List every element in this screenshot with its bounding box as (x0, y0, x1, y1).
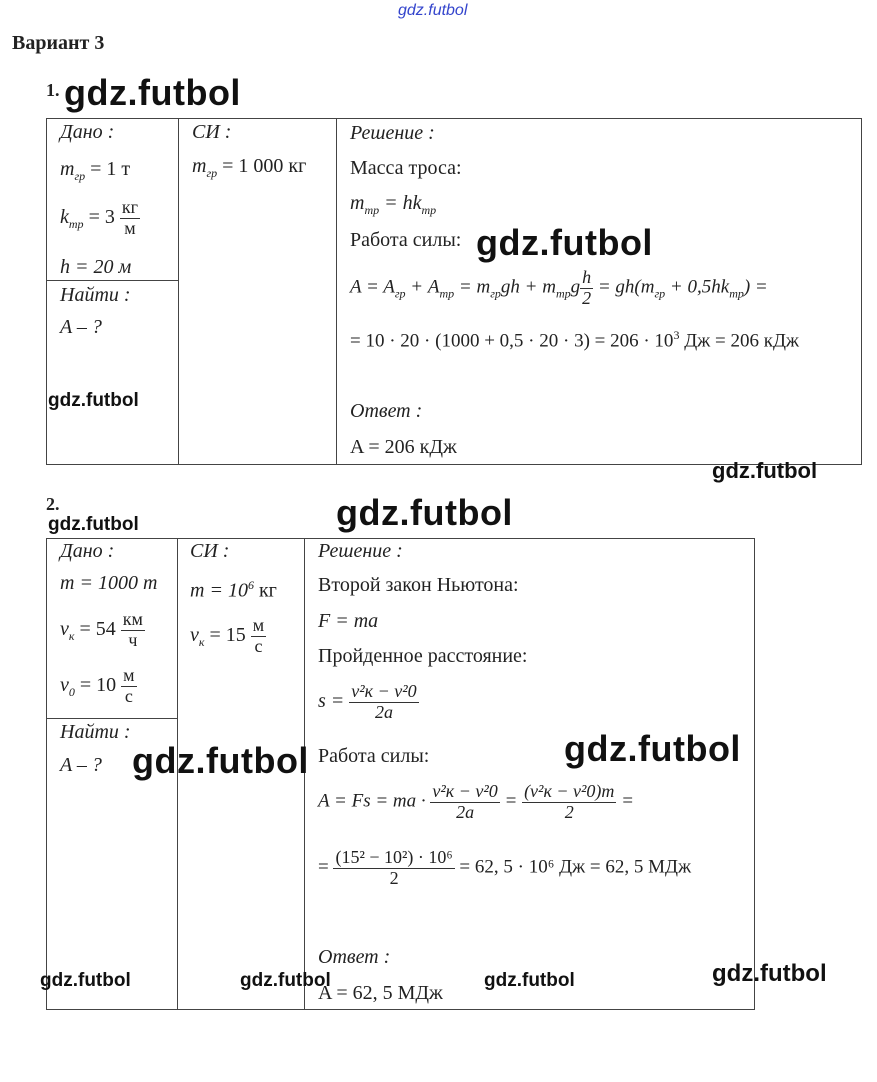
given-mass: $m_{гр} = 1$ т (60, 158, 131, 183)
watermark: gdz.futbol (132, 740, 309, 781)
watermark: gdz.futbol (64, 72, 241, 113)
answer-header: Ответ : (350, 400, 423, 422)
answer-value: A = 62, 5 МДж (318, 982, 443, 1004)
given-mass: m = 1000 т (60, 572, 158, 594)
find-header: Найти : (60, 721, 131, 743)
newton-label: Второй закон Ньютона: (318, 574, 519, 596)
find-value: A – ? (60, 754, 102, 776)
distance-formula: s = $\frac{\text{v²к − v²0}}{2a}$ (318, 681, 417, 722)
work-formula-line1: $A = A_{гр} + A_{тр} = m_{гр}gh + m_{тр}g$ $\frac{h}{2}$ = $gh(m_{гр} + 0,5hk_{тр})$ = (350, 267, 768, 308)
top-site-link[interactable]: gdz.futbol (398, 2, 468, 19)
answer-value: A = 206 кДж (350, 436, 457, 458)
watermark: gdz.futbol (476, 222, 653, 263)
watermark: gdz.futbol (564, 728, 741, 769)
si-mass: $m = 10^6$ кг (190, 578, 277, 602)
solution-header: Решение : (318, 540, 403, 562)
solution-header: Решение : (350, 122, 435, 144)
table-divider (336, 118, 337, 464)
mass-formula: $m_{тр} = hk_{тр}$ (350, 192, 437, 217)
work-label: Работа силы: (318, 745, 430, 767)
table-divider (46, 280, 178, 281)
work-formula-line2: = $\frac{\text{(15² − 10²) · 10⁶}}{2}$ = 62, 5 · 10⁶ Дж = 62, 5 МДж (318, 847, 692, 888)
si-header: СИ : (190, 540, 230, 562)
variant-heading: Вариант 3 (12, 32, 105, 54)
problem-2-number: 2. (46, 494, 60, 514)
work-formula-line1: A = Fs = ma · $\frac{\text{v²к − v²0}}{2a}$ = $\frac{\text{(v²к − v²0)m}}{2}$ = (318, 781, 634, 822)
given-header: Дано : (60, 121, 115, 143)
given-k: $k_{тр} = 3$ $\frac{кг}{м}$ (60, 197, 138, 238)
watermark: gdz.futbol (336, 492, 513, 533)
watermark: gdz.futbol (40, 970, 131, 991)
watermark: gdz.futbol (712, 458, 818, 483)
work-label: Работа силы: (350, 229, 462, 251)
answer-header: Ответ : (318, 946, 391, 968)
find-value: A – ? (60, 316, 102, 338)
si-mass: $m_{гр} = 1$ 000 кг (192, 155, 307, 180)
given-height: h = 20 м (60, 256, 132, 278)
newton-formula: F = ma (318, 610, 379, 632)
watermark: gdz.futbol (484, 970, 575, 991)
si-header: СИ : (192, 121, 232, 143)
given-vk: $v_к = 54$ $\frac{км}{ч}$ (60, 609, 143, 650)
watermark: gdz.futbol (48, 514, 139, 535)
table-divider (46, 718, 177, 719)
watermark: gdz.futbol (712, 960, 827, 987)
problem-1-number: 1. (46, 80, 60, 100)
mass-label: Масса троса: (350, 157, 462, 179)
work-formula-line2: = $10 \cdot 20 \cdot (1000 + 0,5 \cdot 20 \cdot 3) = 206 \cdot 10^3$ Дж = 206 кДж (350, 328, 800, 352)
table-divider (178, 118, 179, 464)
given-v0: $v_0 = 10$ $\frac{м}{с}$ (60, 665, 135, 706)
si-velocity: $v_к = 15$ $\frac{м}{с}$ (190, 615, 265, 656)
given-header: Дано : (60, 540, 115, 562)
watermark: gdz.futbol (240, 970, 331, 991)
find-header: Найти : (60, 284, 131, 306)
watermark: gdz.futbol (48, 390, 139, 411)
distance-label: Пройденное расстояние: (318, 645, 528, 667)
